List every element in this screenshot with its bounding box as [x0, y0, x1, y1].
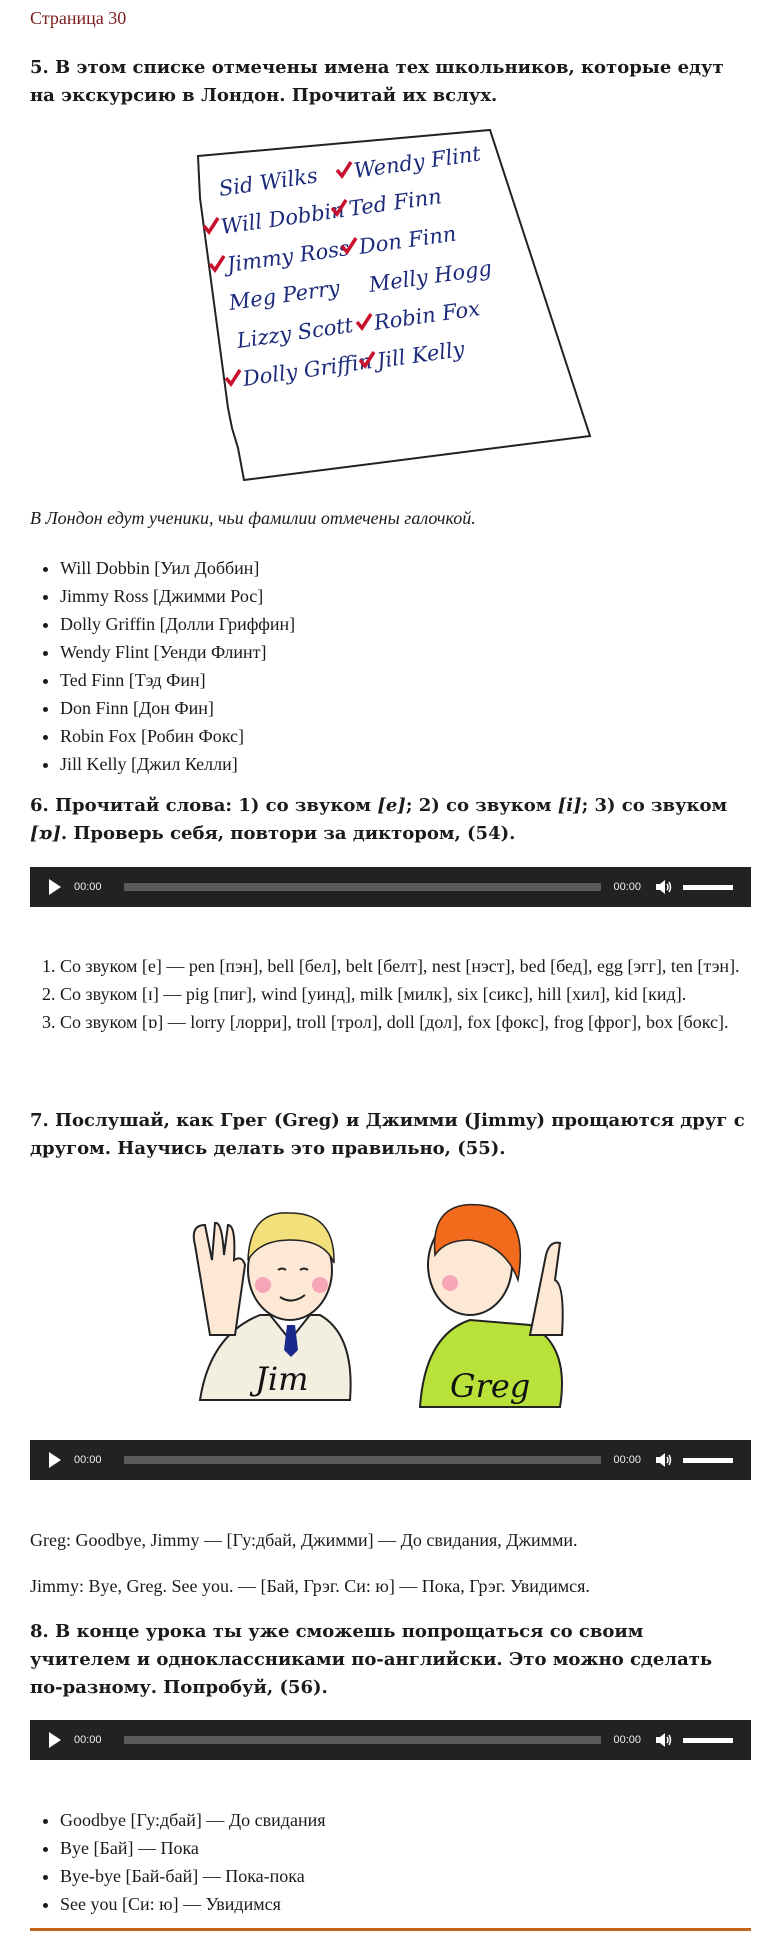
audio-player-55	[30, 1440, 751, 1480]
task6-heading	[30, 792, 750, 848]
bottom-rule	[30, 1928, 751, 1931]
current-time: 00:00	[74, 1734, 102, 1746]
paper-name: Ted Finn	[347, 184, 444, 221]
greg-shirt-label: Greg	[450, 1367, 531, 1405]
list-item: 1. Со звуком [e] — pen [пэн], bell [бел], belt [белт], nest [нэст], bed [бед], egg [эгг], ten [тэн].	[60, 952, 784, 980]
list-item: • Will Dobbin [Уил Доббин]	[60, 554, 784, 582]
greg-figure	[420, 1205, 563, 1407]
list-item: 3. Со звуком [ɒ] — lorry [лорри], troll [трол], doll [дол], fox [фокс], frog [фрог], box [бокс].	[60, 1008, 784, 1036]
paper-name: Sid Wilks	[217, 163, 320, 201]
play-icon[interactable]	[49, 1732, 61, 1748]
volume-icon[interactable]	[655, 879, 673, 895]
dialogue-line-greg: Greg: Goodbye, Jimmy — [Гу:дбай, Джимми] — До свидания, Джимми.	[30, 1530, 578, 1550]
list-item: • See you [Си: ю] — Увидимся	[60, 1890, 784, 1918]
list-item: • Don Finn [Дон Фин]	[60, 694, 784, 722]
jim-shirt-label: Jim	[255, 1360, 309, 1398]
list-item: 2. Со звуком [ɪ] — pig [пиг], wind [уинд], milk [милк], six [сикс], hill [хил], kid [кид].	[60, 980, 784, 1008]
list-item: • Bye [Бай] — Пока	[60, 1834, 784, 1862]
task5-note: В Лондон едут ученики, чьи фамилии отмечены галочкой.	[30, 508, 476, 528]
play-icon[interactable]	[49, 1452, 61, 1468]
list-item: • Dolly Griffin [Долли Гриффин]	[60, 610, 784, 638]
task6-heading-part: ; 3) со звуком	[581, 795, 728, 816]
checklist-paper-illustration	[190, 128, 600, 488]
duration-time: 00:00	[613, 881, 641, 893]
paper-name: Wendy Flint	[352, 141, 483, 183]
volume-slider[interactable]	[683, 1458, 733, 1463]
task8-list	[30, 1806, 784, 1918]
volume-slider[interactable]	[683, 1738, 733, 1743]
task6-heading-part: 6. Прочитай слова: 1) со звуком	[30, 795, 378, 816]
task6-list	[30, 952, 784, 1036]
paper-name: Melly Hogg	[367, 255, 494, 297]
current-time: 00:00	[74, 881, 102, 893]
paper-name: Jimmy Ross	[225, 235, 352, 277]
paper-name: Jill Kelly	[375, 336, 466, 373]
task8-heading: 8. В конце урока ты уже сможешь попрощаться со своим учителем и одноклассниками по-английски. Это можно сделать по-разному. Попробуй, (56).	[30, 1621, 713, 1698]
current-time: 00:00	[74, 1454, 102, 1466]
audio-player-54	[30, 867, 751, 907]
jim-and-greg-illustration	[150, 1185, 630, 1410]
seek-bar[interactable]	[124, 883, 602, 891]
task5-heading: 5. В этом списке отмечены имена тех школьников, которые едут на экскурсию в Лондон. Прочитай их вслух.	[30, 57, 724, 106]
audio-player-56	[30, 1720, 751, 1760]
paper-name: Will Dobbin	[219, 197, 347, 239]
seek-bar[interactable]	[124, 1456, 602, 1464]
play-icon[interactable]	[49, 879, 61, 895]
duration-time: 00:00	[613, 1454, 641, 1466]
volume-slider[interactable]	[683, 885, 733, 890]
volume-icon[interactable]	[655, 1732, 673, 1748]
paper-name: Robin Fox	[372, 296, 482, 335]
list-item: • Ted Finn [Тэд Фин]	[60, 666, 784, 694]
list-item: • Jimmy Ross [Джимми Рос]	[60, 582, 784, 610]
task6-heading-part: . Проверь себя, повтори за диктором, (54).	[60, 823, 516, 844]
list-item: • Wendy Flint [Уенди Флинт]	[60, 638, 784, 666]
dialogue-line-jimmy: Jimmy: Bye, Greg. See you. — [Бай, Грэг. Си: ю] — Пока, Грэг. Увидимся.	[30, 1576, 590, 1596]
paper-name: Dolly Griffin	[241, 349, 374, 391]
sound-e: [e]	[377, 795, 406, 816]
paper-name: Lizzy Scott	[235, 312, 355, 353]
task5-list	[30, 554, 784, 778]
paper-name: Meg Perry	[227, 275, 342, 315]
page-number-link[interactable]: Страница 30	[30, 8, 127, 28]
sound-o: [ɒ]	[30, 823, 61, 844]
list-item: • Robin Fox [Робин Фокс]	[60, 722, 784, 750]
list-item: • Jill Kelly [Джил Келли]	[60, 750, 784, 778]
task6-heading-part: ; 2) со звуком	[405, 795, 558, 816]
duration-time: 00:00	[613, 1734, 641, 1746]
sound-i: [i]	[557, 795, 582, 816]
list-item: • Bye-bye [Бай-бай] — Пока-пока	[60, 1862, 784, 1890]
jim-figure	[194, 1213, 351, 1400]
volume-icon[interactable]	[655, 1452, 673, 1468]
seek-bar[interactable]	[124, 1736, 602, 1744]
paper-name: Don Finn	[357, 221, 458, 259]
task7-heading: 7. Послушай, как Грег (Greg) и Джимми (Jimmy) прощаются друг с другом. Научись делать это правильно, (55).	[30, 1110, 745, 1159]
list-item: • Goodbye [Гу:дбай] — До свидания	[60, 1806, 784, 1834]
